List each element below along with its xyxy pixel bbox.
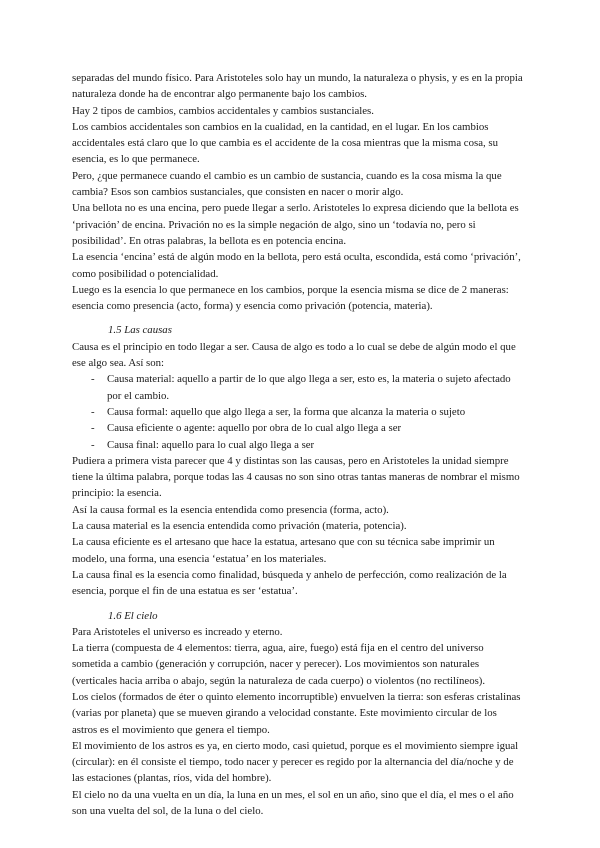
list-item xyxy=(72,437,523,453)
body-paragraph: El cielo no da una vuelta en un día, la luna en un mes, el sol en un año, sino que el día, el mes o el año son una vuelta del sol, de la luna o del cielo. xyxy=(72,788,514,818)
body-paragraph: Pero, ¿que permanece cuando el cambio es un cambio de sustancia, cuando es la cosa misma la que cambia? Esos son cambios sustanciales, que consisten en nacer o morir algo. xyxy=(72,169,502,199)
body-paragraph: La esencia ‘encina’ está de algún modo en la bellota, pero está oculta, escondida, está como ‘privación’, como posibilidad o potencialidad. xyxy=(72,251,521,280)
body-paragraph: La causa material es la esencia entendida como privación (materia, potencia). xyxy=(72,520,407,533)
body-paragraph: Pudiera a primera vista parecer que 4 y distintas son las causas, pero en Aristoteles la unidad siempre tiene la última palabra, porque todas las 4 causas no son sino otras tantas maneras de nombrar el mismo principio: la esencia. xyxy=(72,454,520,500)
causes-intro: Causa es el principio en todo llegar a ser. Causa de algo es todo a lo cual se debe de algún modo el que ese algo sea. Así son: xyxy=(72,340,516,370)
body-paragraph: Los cielos (formados de éter o quinto elemento incorruptible) envuelven la tierra: son esferas cristalinas (varias por planeta) que se mueven girando a velocidad constante. Este movimiento circular de los astros es el movimiento que genera el tiempo. xyxy=(72,690,521,736)
body-paragraph: La tierra (compuesta de 4 elementos: tierra, agua, aire, fuego) está fija en el centro del universo sometida a cambio (generación y corrupción, nacer y perecer). Los movimientos son naturales (verticales hacia arriba o abajo, según la naturaleza de cada cuerpo) o violentos (no rectilíneos). xyxy=(72,642,486,687)
body-paragraph: La causa final es la esencia como finalidad, búsqueda y anhelo de perfección, como realización de la esencia, porque el fin de una estatua es ser ‘estatua’. xyxy=(72,568,507,598)
list-item-text: Causa eficiente o agente: aquello por obra de lo cual algo llega a ser xyxy=(107,422,402,435)
body-paragraph: separadas del mundo físico. Para Aristoteles solo hay un mundo, la naturaleza o physis, y es en la propia naturaleza donde ha de encontrar algo permanente bajo los cambios. xyxy=(72,72,523,101)
body-paragraph: Luego es la esencia lo que permanece en los cambios, porque la esencia misma se dice de 2 maneras: esencia como presencia (acto, forma) y esencia como privación (potencia, materia). xyxy=(72,283,509,313)
list-item xyxy=(72,420,523,436)
list-item xyxy=(72,404,523,420)
bullet-dash: - xyxy=(91,373,95,386)
section-heading-sky: 1.6 El cielo xyxy=(108,609,158,622)
bullet-dash: - xyxy=(91,422,95,435)
body-paragraph: Para Aristoteles el universo es increado y eterno. xyxy=(72,625,283,638)
body-paragraph: La causa eficiente es el artesano que hace la estatua, artesano que con su técnica sabe imprimir un modelo, una forma, una esencia ‘estatua’ en los materiales. xyxy=(72,536,495,565)
body-paragraph: Los cambios accidentales son cambios en la cualidad, en la cantidad, en el lugar. En los cambios accidentales está claro que lo que cambia es el accidente de la cosa mientras que la misma cosa, su esencia, es lo que permanece. xyxy=(72,120,498,166)
section-heading-causes: 1.5 Las causas xyxy=(108,324,172,337)
body-paragraph: El movimiento de los astros es ya, en cierto modo, casi quietud, porque es el movimiento siempre igual (circular): en él consiste el tiempo, todo nacer y perecer es regido por la alternancia del día/noche y de las estaciones (plantas, ríos, vida del hombre). xyxy=(72,739,519,785)
list-item-text: Causa final: aquello para lo cual algo llega a ser xyxy=(107,438,315,451)
body-paragraph: Una bellota no es una encina, pero puede llegar a serlo. Aristoteles lo expresa diciendo que la bellota es ‘privación’ de encina. Privación no es la simple negación de algo, sino un ‘todavía no, pero si posibilidad’. En otras palabras, la bellota es en potencia encina. xyxy=(72,202,519,247)
page-content xyxy=(72,70,523,819)
list-item xyxy=(72,371,523,404)
bullet-dash: - xyxy=(91,405,95,418)
causes-list xyxy=(72,371,523,452)
body-paragraph: Hay 2 tipos de cambios, cambios accidentales y cambios sustanciales. xyxy=(72,104,374,117)
body-paragraph: Así la causa formal es la esencia entendida como presencia (forma, acto). xyxy=(72,503,389,516)
list-item-text: Causa material: aquello a partir de lo que algo llega a ser, esto es, la materia o sujeto afectado por el cambio. xyxy=(107,373,511,402)
list-item-text: Causa formal: aquello que algo llega a ser, la forma que alcanza la materia o sujeto xyxy=(107,405,466,418)
bullet-dash: - xyxy=(91,438,95,451)
